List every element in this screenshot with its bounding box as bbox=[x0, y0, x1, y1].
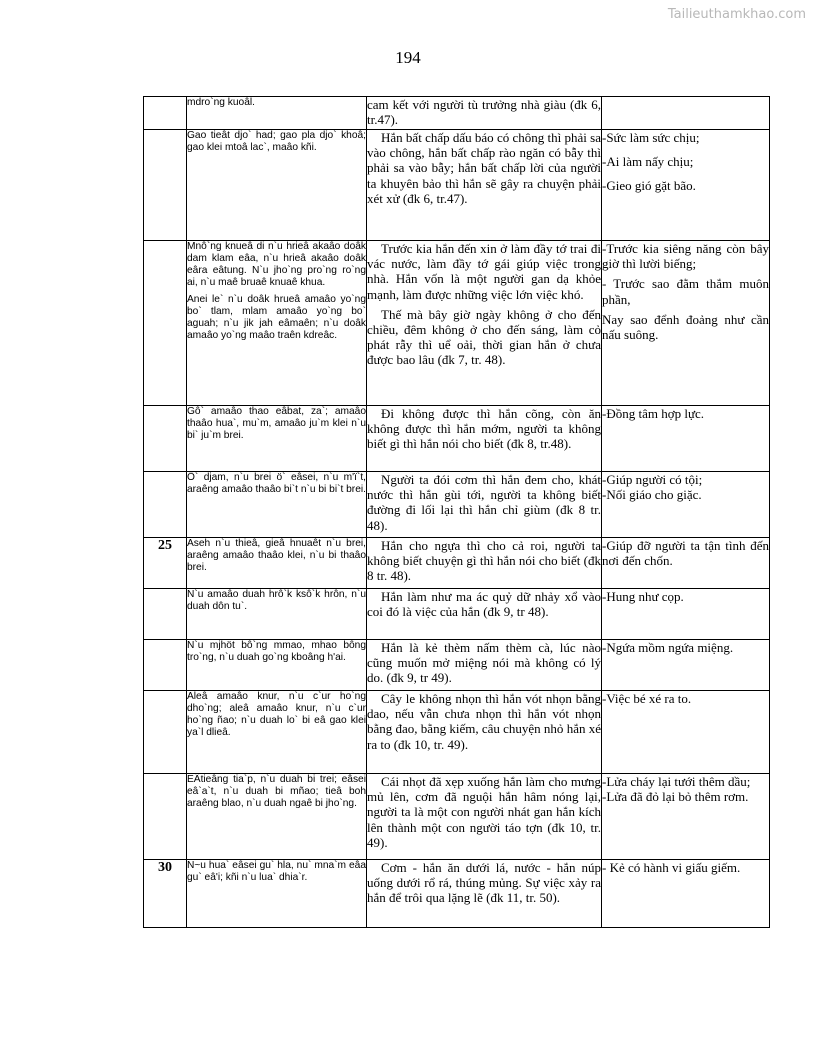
row-number-cell bbox=[144, 589, 187, 640]
watermark: Tailieuthamkhao.com bbox=[667, 7, 806, 22]
equivalent-proverb-cell bbox=[602, 774, 770, 860]
ede-source-cell bbox=[187, 406, 367, 472]
table-row bbox=[144, 472, 770, 538]
page-number: 194 bbox=[395, 48, 421, 67]
table-row bbox=[144, 860, 770, 928]
ede-text: Gô` amaâo thao eâbat, za`; amaâo thaâo hua`, mu`m, amaâo ju`m klei n`u bi` ju`m brei. bbox=[187, 406, 366, 441]
translation-text: Hắn bất chấp dấu báo có chông thì phải sa vào chông, hắn bất chấp rào ngăn có bẫy thì phải sa vào bẫy; hắn bất chấp lời của người ta khuyên bảo thì hắn sẽ gây ra chuyện phải xét xử (đk 6, tr.47). bbox=[367, 130, 601, 206]
equivalent-text: -Việc bé xé ra to. bbox=[602, 691, 692, 706]
vietnamese-translation-cell bbox=[367, 406, 602, 472]
ede-text: EÂtieâng tia`p, n`u duah bi trei; eâsei eâ`a`t, n`u duah bi mñao; tieâ boh araêng blao, n`u duah ngaê bi jho`ng. bbox=[187, 774, 366, 809]
equivalent-text: -Lửa đã đỏ lại bỏ thêm rơm. bbox=[602, 789, 749, 805]
ede-text: N~u hua` eâsei gu` hla, nu` mna`m eâa gu` eâ'i; kñi n`u lua` dhia`r. bbox=[187, 860, 366, 883]
ede-source-cell bbox=[187, 640, 367, 691]
table-row bbox=[144, 640, 770, 691]
equivalent-text: -Hung như cọp. bbox=[602, 589, 684, 604]
translation-text: Cây le không nhọn thì hắn vót nhọn bằng dao, nếu vẫn chưa nhọn thì hắn vót nhọn bằng đao, bằng kiếm, câu chuyện nhỏ hắn xé ra to (đk 10, tr. 49). bbox=[367, 691, 601, 752]
row-number-cell bbox=[144, 130, 187, 241]
proverb-table bbox=[143, 96, 770, 928]
row-number-cell bbox=[144, 406, 187, 472]
vietnamese-translation-cell bbox=[367, 860, 602, 928]
table-row bbox=[144, 691, 770, 774]
ede-source-cell bbox=[187, 241, 367, 406]
ede-source-cell bbox=[187, 860, 367, 928]
translation-text: Hắn cho ngựa thì cho cả roi, người ta không biết chuyện gì thì hắn nói cho biết (đk 8 tr. 48). bbox=[367, 538, 601, 584]
equivalent-text: -Đồng tâm hợp lực. bbox=[602, 406, 705, 421]
equivalent-text: -Lửa cháy lại tưới thêm dầu; bbox=[602, 774, 751, 789]
translation-text: Đi không được thì hắn cõng, còn ăn không được thì hắn mớm, người ta không biết gì thì hắn nói cho biết (đk 8, tr.48). bbox=[367, 406, 601, 452]
row-number-cell bbox=[144, 472, 187, 538]
equivalent-proverb-cell bbox=[602, 472, 770, 538]
equivalent-text: -Trước kia siêng năng còn bây giờ thì lười biếng; bbox=[602, 241, 769, 272]
ede-source-cell bbox=[187, 130, 367, 241]
table-row bbox=[144, 241, 770, 406]
ede-source-cell bbox=[187, 538, 367, 589]
equivalent-text: -Sức làm sức chịu; bbox=[602, 130, 700, 145]
row-number-cell: 25 bbox=[144, 538, 187, 589]
vietnamese-translation-cell bbox=[367, 130, 602, 241]
vietnamese-translation-cell bbox=[367, 97, 602, 130]
ede-source-cell bbox=[187, 472, 367, 538]
ede-source-cell bbox=[187, 691, 367, 774]
ede-source-cell bbox=[187, 589, 367, 640]
vietnamese-translation-cell bbox=[367, 640, 602, 691]
ede-text: mdro`ng kuoâl. bbox=[187, 97, 255, 108]
ede-text: Mnô`ng knueâ di n`u hrieâ akaâo doâk dam klam eâa, n`u hrieâ akaâo doâk eâra eâtung. N`u jho`ng pro`ng ro`ng ai, n`u maê bruaê knuaê khua. bbox=[187, 241, 366, 288]
table-row bbox=[144, 589, 770, 640]
equivalent-text: Nay sao đểnh đoảng như cần nấu suông. bbox=[602, 311, 769, 343]
table-row bbox=[144, 130, 770, 241]
table-row bbox=[144, 538, 770, 589]
row-number-cell bbox=[144, 640, 187, 691]
equivalent-proverb-cell bbox=[602, 691, 770, 774]
ede-text: Gao tieât djo` had; gao pla djo` khoâ; gao klei mtoâ lac`, maâo kñi. bbox=[187, 130, 366, 153]
equivalent-text: -Giúp đỡ người ta tận tình đến nơi đến chốn. bbox=[602, 538, 769, 569]
equivalent-proverb-cell bbox=[602, 241, 770, 406]
ede-text: Anei le` n`u doâk hrueâ amaâo yo`ng bo` tlam, mlam amaâo yo`ng bo` aguah; n`u jik jah eâmaên; n`u doâk amaâo yo`ng maâo traên kdreâc. bbox=[187, 294, 366, 341]
equivalent-proverb-cell bbox=[602, 640, 770, 691]
row-number-cell bbox=[144, 691, 187, 774]
vietnamese-translation-cell bbox=[367, 472, 602, 538]
translation-text: Thế mà bây giờ ngày không ở cho đến chiều, đêm không ở cho đến sáng, làm cỏ phát rẫy thì uể oải, thời gian hắn ở chưa được bao lâu (đk 7, tr. 48). bbox=[367, 306, 601, 368]
ede-text: Aseh n`u thieâ, gieâ hnuaêt n`u brei, araêng amaâo thaâo klei, n`u bi thaâo brei. bbox=[187, 538, 366, 573]
row-number-cell bbox=[144, 97, 187, 130]
equivalent-proverb-cell bbox=[602, 589, 770, 640]
row-number-cell: 30 bbox=[144, 860, 187, 928]
ede-source-cell bbox=[187, 774, 367, 860]
translation-text: Hắn làm như ma ác quỷ dữ nhảy xổ vào coi đó là việc của hắn (đk 9, tr 48). bbox=[367, 589, 601, 620]
translation-text: Cái nhọt đã xẹp xuống hắn làm cho mưng mủ lên, cơm đã nguội hắn hâm nóng lại, người ta là một con người nhát gan hắn kích lên thành một con người táo tợn (đk 10, tr. 49). bbox=[367, 774, 601, 850]
table-row bbox=[144, 774, 770, 860]
equivalent-text: -Gieo gió gặt bão. bbox=[602, 178, 696, 194]
row-number-cell bbox=[144, 241, 187, 406]
equivalent-text: -Giúp người có tội; bbox=[602, 472, 703, 487]
equivalent-text: -Ngứa mồm ngứa miệng. bbox=[602, 640, 734, 655]
translation-text: Người ta đói cơm thì hắn đem cho, khát nước thì hắn gùi tới, người ta không biết đường đi lối lại thì hắn chỉ giùm (đk 8 tr. 48). bbox=[367, 472, 601, 533]
equivalent-text: - Kẻ có hành vi giấu giếm. bbox=[602, 860, 741, 875]
translation-text: Trước kia hắn đến xin ở làm đầy tớ trai đi vác nước, làm đầy tớ gái giúp việc trong nhà. Hắn vốn là một người gan dạ khỏe mạnh, làm được những việc lớn việc khó. bbox=[367, 241, 601, 302]
translation-text: Cơm - hắn ăn dưới lá, nước - hắn núp uống dưới rổ rá, thúng mủng. Sự việc xảy ra hắn để trôi qua lặng lẽ (đk 11, tr. 50). bbox=[367, 860, 601, 906]
vietnamese-translation-cell bbox=[367, 589, 602, 640]
equivalent-text: - Trước sao đằm thắm muôn phần, bbox=[602, 276, 769, 307]
vietnamese-translation-cell bbox=[367, 538, 602, 589]
equivalent-text: -Ai làm nấy chịu; bbox=[602, 154, 694, 170]
vietnamese-translation-cell bbox=[367, 241, 602, 406]
ede-text: N`u mjhöt bô`ng mmao, mhao bông tro`ng, n`u duah go`ng kboâng h'ai. bbox=[187, 640, 366, 663]
ede-text: Aleâ amaâo knur, n`u c`ur ho`ng dho`ng; aleâ amaâo knur, n`u c`ur ho`ng ñao; n`u duah lo` bi eâ gao klei ya`l dlieâ. bbox=[187, 691, 366, 738]
translation-text: cam kết với người tù trưởng nhà giàu (đk 6, tr.47). bbox=[367, 97, 601, 128]
table-row bbox=[144, 406, 770, 472]
translation-text: Hắn là kẻ thèm nấm thèm cà, lúc nào cũng muốn mở miệng nói mà không có lý do. (đk 9, tr 49). bbox=[367, 640, 601, 686]
vietnamese-translation-cell bbox=[367, 774, 602, 860]
equivalent-text: -Nối giáo cho giặc. bbox=[602, 487, 702, 503]
equivalent-proverb-cell bbox=[602, 538, 770, 589]
table-row bbox=[144, 97, 770, 130]
row-number-cell bbox=[144, 774, 187, 860]
equivalent-proverb-cell bbox=[602, 97, 770, 130]
equivalent-proverb-cell bbox=[602, 860, 770, 928]
ede-text: N`u amaâo duah hrô`k ksô`k hrôn, n`u duah dôn tu`. bbox=[187, 589, 366, 612]
equivalent-proverb-cell bbox=[602, 130, 770, 241]
ede-source-cell bbox=[187, 97, 367, 130]
equivalent-proverb-cell bbox=[602, 406, 770, 472]
ede-text: Ö` djam, n`u brei ö` eâsei, n`u m'ï`t, araêng amaâo thaâo bi`t n`u bi bi`t brei. bbox=[187, 472, 366, 495]
vietnamese-translation-cell bbox=[367, 691, 602, 774]
